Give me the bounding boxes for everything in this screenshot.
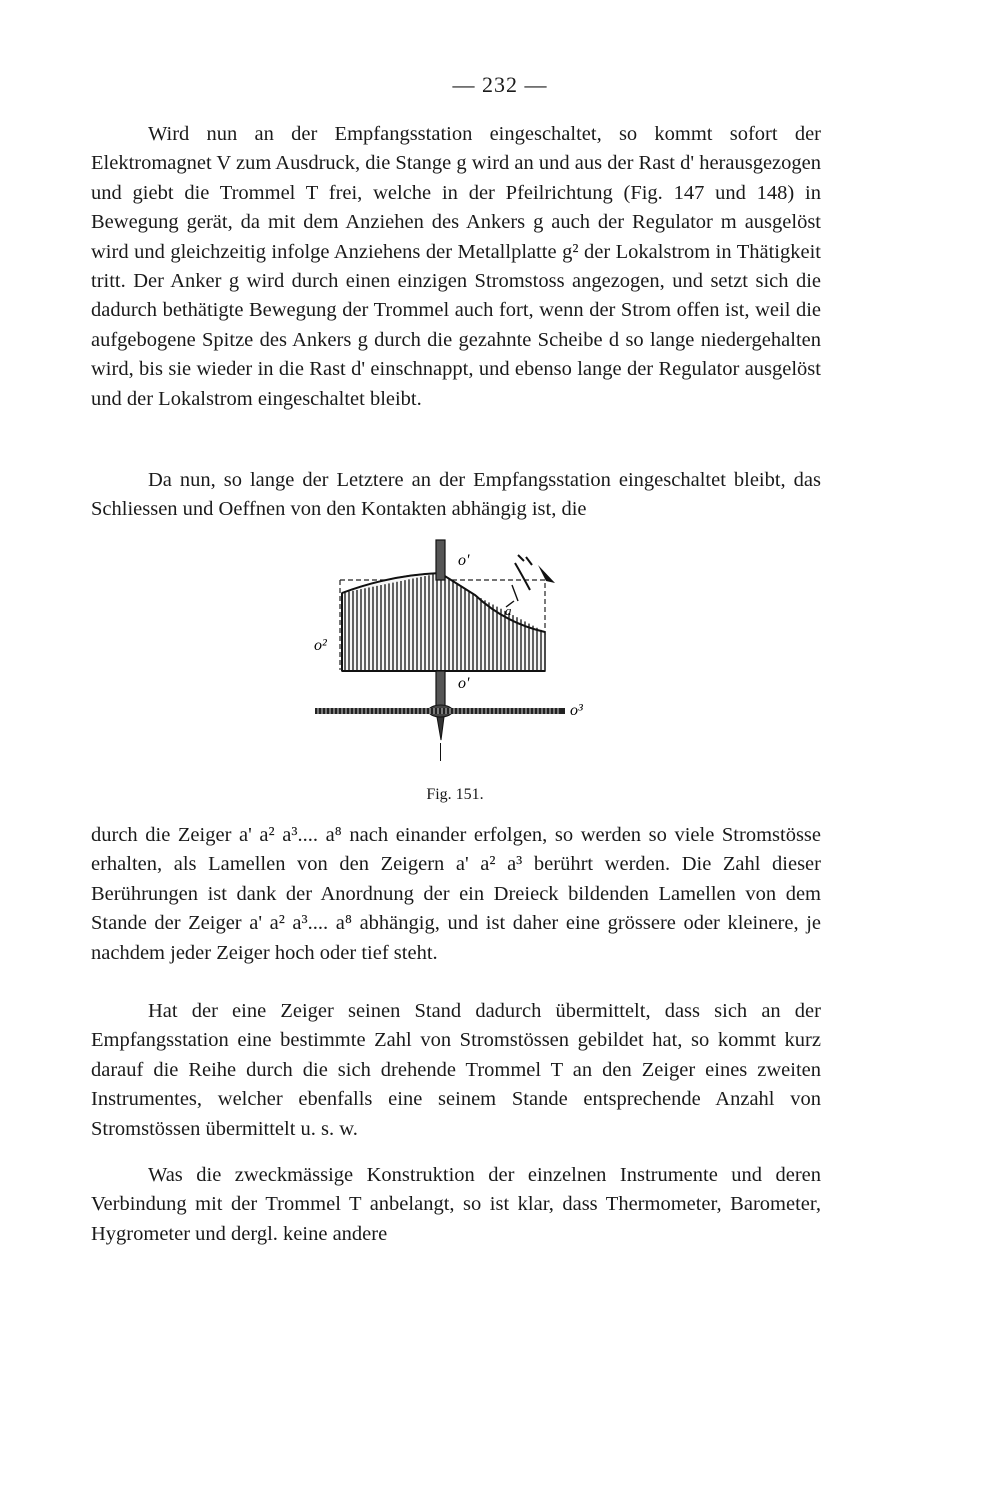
paragraph-5 bbox=[91, 1161, 821, 1249]
figure-drum-apparatus bbox=[300, 535, 590, 775]
label-left: o² bbox=[314, 637, 327, 654]
paragraph-3 bbox=[91, 821, 821, 968]
figure-caption: Fig. 151. bbox=[426, 786, 484, 803]
label-arrow: a bbox=[505, 603, 512, 618]
paragraph-1 bbox=[91, 120, 821, 414]
drum-body bbox=[342, 573, 545, 671]
paragraph-text: Was die zweckmässige Konstruktion der einzelnen Instrumente und deren Verbindung mit der Trommel T anbelangt, so ist klar, dass Thermometer, Barometer, Hygrometer und dergl. keine andere bbox=[91, 1164, 821, 1245]
toothed-disc bbox=[315, 708, 565, 714]
pointer-arrow bbox=[506, 555, 555, 607]
paragraph-4 bbox=[91, 997, 821, 1144]
label-top-axis: o' bbox=[458, 552, 470, 569]
label-right: o³ bbox=[570, 702, 583, 719]
paragraph-text: Hat der eine Zeiger seinen Stand dadurch übermittelt, dass sich an der Empfangsstation eine bestimmte Zahl von Stromstössen gebildet hat, so kommt kurz darauf die Reihe durch die sich drehende Trommel T an den Zeiger eines zweiten Instrumentes, welcher ebenfalls eine seinem Stande entsprechende Anzahl von Stromstössen übermittelt u. s. w. bbox=[91, 1000, 821, 1140]
paragraph-text: durch die Zeiger a' a² a³.... a⁸ nach einander erfolgen, so werden so viele Stromstösse erhalten, als Lamellen von den Zeigern a' a² a³ berührt werden. Die Zahl dieser Berührungen ist dank der Anordnung der ein Dreieck bildenden Lamellen von dem Stande der Zeiger a' a² a³.... a⁸ abhängig, und ist daher eine grössere oder kleinere, je nachdem jeder Zeiger hoch oder tief steht. bbox=[91, 824, 821, 964]
paragraph-text: Wird nun an der Empfangsstation eingeschaltet, so kommt sofort der Elektromagnet V zum Ausdruck, die Stange g wird an und aus der Rast d' herausgezogen und giebt die Trommel T frei, welche in der Pfeilrichtung (Fig. 147 und 148) in Bewegung gerät, da mit dem Anziehen des Ankers g auch der Regulator m ausgelöst wird und gleichzeitig infolge Anziehens der Metallplatte g² der Lokalstrom in Thätigkeit tritt. Der Anker g wird durch einen einzigen Stromstoss angezogen, und setzt sich die dadurch bethätigte Bewegung der Trommel auch fort, wenn der Strom offen ist, weil die aufgebogene Spitze des Ankers g durch die gezahnte Scheibe d so lange niedergehalten wird, bis sie wieder in die Rast d' einschnappt, und ebenso lange der Regulator ausgelöst und der Lokalstrom eingeschaltet bleibt. bbox=[91, 123, 821, 410]
page-number: — 232 — bbox=[452, 72, 548, 97]
label-bottom-axis: o' bbox=[458, 675, 470, 692]
paragraph-2 bbox=[91, 466, 821, 525]
paragraph-text: Da nun, so lange der Letztere an der Empfangsstation eingeschaltet bleibt, das Schliessen und Oeffnen von den Kontakten abhängig ist, die bbox=[91, 469, 821, 521]
drum-illustration bbox=[300, 535, 590, 775]
